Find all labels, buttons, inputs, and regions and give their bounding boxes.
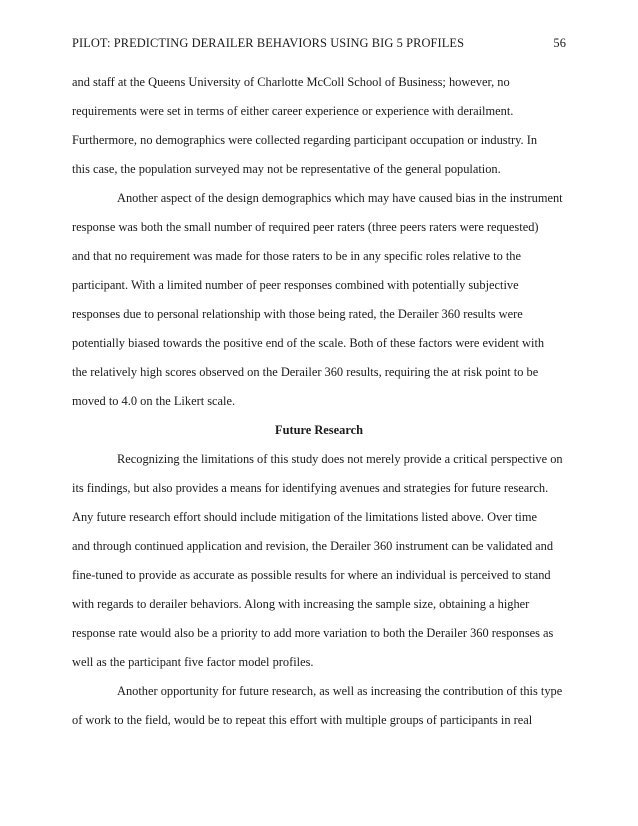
body-line: and through continued application and revision, the Derailer 360 instrument can be validated and <box>72 539 554 553</box>
body-line: well as the participant five factor model profiles. <box>72 655 314 669</box>
body-line: response was both the small number of required peer raters (three peers raters were requested) <box>72 220 539 234</box>
running-head-title: PILOT: PREDICTING DERAILER BEHAVIORS USING BIG 5 PROFILES <box>72 36 465 50</box>
body-line: potentially biased towards the positive end of the scale. Both of these factors were evident with <box>72 336 545 350</box>
body-line: requirements were set in terms of either career experience or experience with derailment. <box>72 104 514 118</box>
section-heading: Future Research <box>275 423 363 437</box>
body-line: Any future research effort should include mitigation of the limitations listed above. Over time <box>72 510 537 524</box>
body-line: the relatively high scores observed on the Derailer 360 results, requiring the at risk point to be <box>72 365 539 379</box>
body-line: of work to the field, would be to repeat this effort with multiple groups of participants in real <box>72 713 533 727</box>
body-line: with regards to derailer behaviors. Along with increasing the sample size, obtaining a higher <box>72 597 530 611</box>
body-line-indented: Another opportunity for future research, as well as increasing the contribution of this type <box>117 684 563 698</box>
body-line: and that no requirement was made for those raters to be in any specific roles relative to the <box>72 249 521 263</box>
running-header <box>72 36 566 51</box>
body-line: and staff at the Queens University of Charlotte McColl School of Business; however, no <box>72 75 510 89</box>
body-line: responses due to personal relationship with those being rated, the Derailer 360 results were <box>72 307 523 321</box>
body-line: fine-tuned to provide as accurate as possible results for where an individual is perceived to stand <box>72 568 551 582</box>
body-line-indented: Another aspect of the design demographics which may have caused bias in the instrument <box>117 191 563 205</box>
body-line: this case, the population surveyed may not be representative of the general population. <box>72 162 501 176</box>
body-line: response rate would also be a priority to add more variation to both the Derailer 360 responses as <box>72 626 554 640</box>
body-line: moved to 4.0 on the Likert scale. <box>72 394 236 408</box>
body-line: Furthermore, no demographics were collected regarding participant occupation or industry. In <box>72 133 538 147</box>
body-line: participant. With a limited number of peer responses combined with potentially subjective <box>72 278 519 292</box>
page-number: 56 <box>553 36 566 50</box>
body-line-indented: Recognizing the limitations of this study does not merely provide a critical perspective on <box>117 452 563 466</box>
body-line: its findings, but also provides a means for identifying avenues and strategies for future research. <box>72 481 549 495</box>
